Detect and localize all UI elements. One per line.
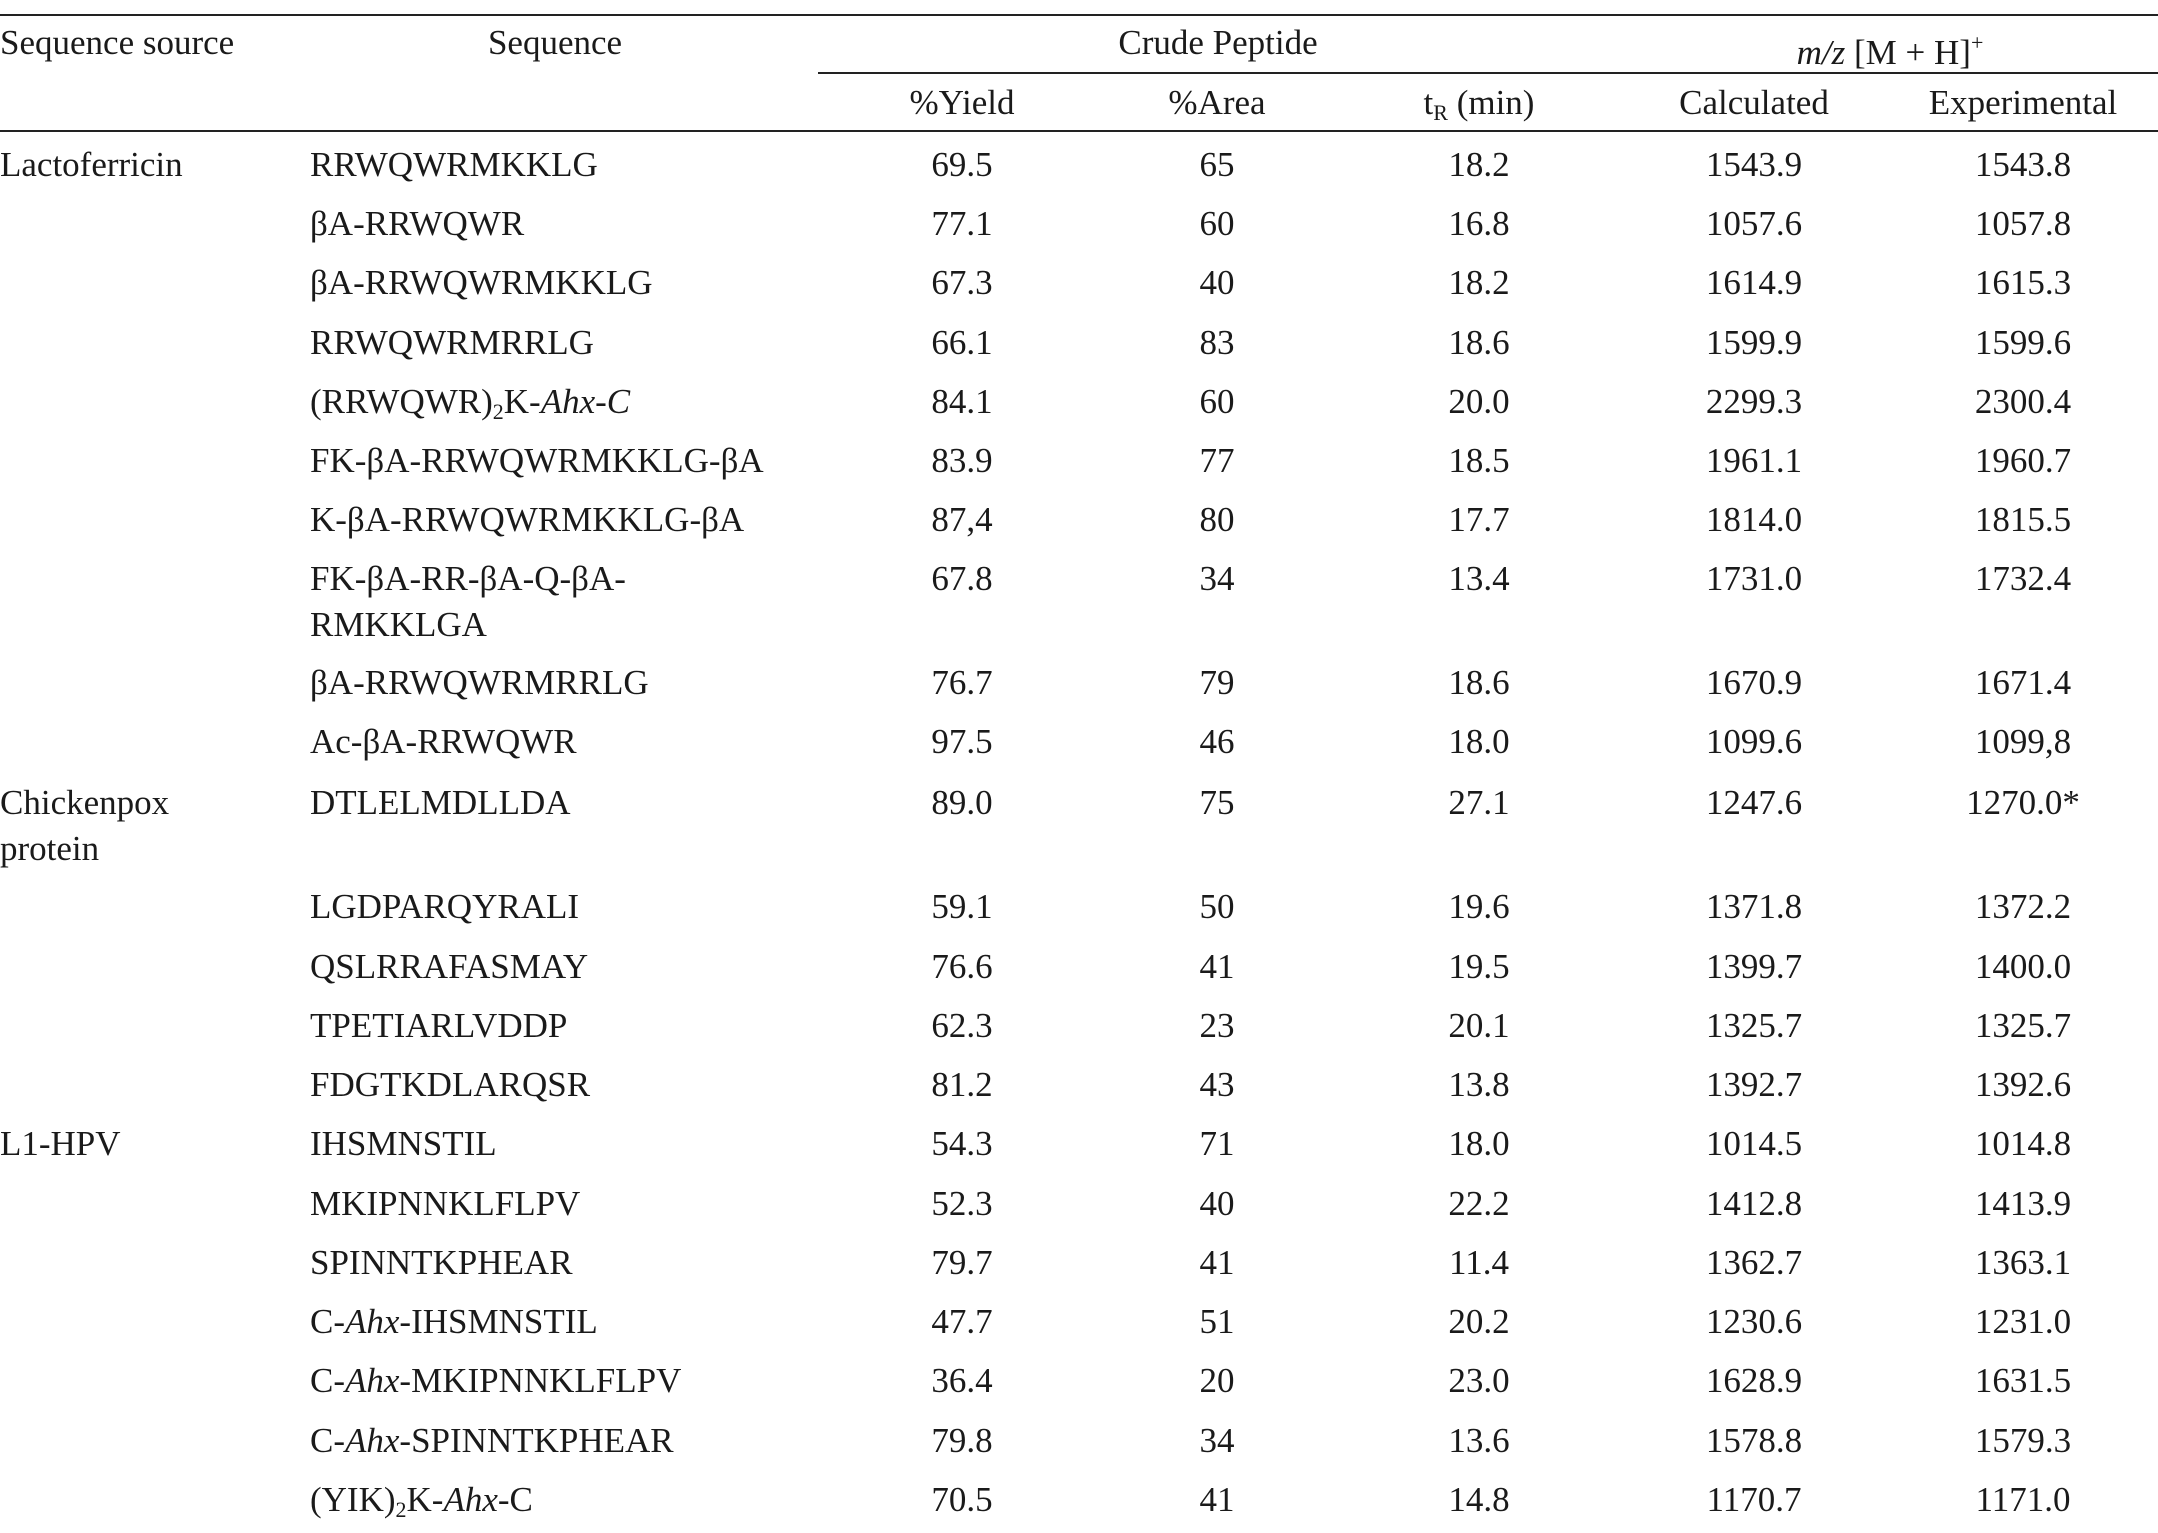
calculated-mass-value: 1247.6 — [1705, 783, 1803, 822]
experimental-mass-value: 1732.4 — [1974, 559, 2072, 598]
calculated-mass-value: 1371.8 — [1705, 887, 1803, 926]
retention-time-value: 18.2 — [1448, 145, 1510, 184]
sequence — [310, 719, 577, 765]
yield-value: 76.6 — [931, 947, 993, 986]
sequence-text: IHSMNSTIL — [310, 1124, 497, 1163]
sequence — [310, 1121, 497, 1167]
retention-time-value: 20.2 — [1448, 1302, 1510, 1341]
sequence — [310, 1003, 567, 1049]
retention-time-value: 23.0 — [1448, 1361, 1510, 1400]
area-value: 20 — [1199, 1361, 1235, 1400]
experimental-mass-value: 1363.1 — [1974, 1243, 2072, 1282]
area-value: 65 — [1199, 145, 1235, 184]
yield-value: 66.1 — [931, 323, 993, 362]
calculated-mass-value: 1230.6 — [1705, 1302, 1803, 1341]
sequence-part: C- — [310, 1421, 345, 1460]
sequence-subscript: 2 — [395, 1497, 407, 1522]
calculated-mass-value: 1731.0 — [1705, 559, 1803, 598]
experimental-mass-value: 1372.2 — [1974, 887, 2072, 926]
yield-value: 79.8 — [931, 1421, 993, 1460]
retention-time-value: 18.2 — [1448, 263, 1510, 302]
area-value: 40 — [1199, 1184, 1235, 1223]
sequence — [310, 379, 630, 435]
retention-time-value: 19.5 — [1448, 947, 1510, 986]
calculated-mass-value: 1614.9 — [1705, 263, 1803, 302]
sequence-text: FK-βA-RRWQWRMKKLG-βA — [310, 441, 764, 480]
tr-unit: (min) — [1447, 83, 1535, 122]
area-value: 41 — [1199, 947, 1235, 986]
sequence-line: RMKKLGA — [310, 605, 487, 644]
sequence-text: βA-RRWQWRMKKLG — [310, 263, 653, 302]
yield-value: 83.9 — [931, 441, 993, 480]
header-sequence-source: Sequence source — [0, 23, 235, 62]
sequence-italic: Ahx — [345, 1361, 400, 1400]
sequence-part: -MKIPNNKLFLPV — [399, 1361, 682, 1400]
sequence-text: RRWQWRMKKLG — [310, 145, 598, 184]
sequence — [310, 142, 598, 188]
yield-value: 52.3 — [931, 1184, 993, 1223]
retention-time-value: 18.6 — [1448, 663, 1510, 702]
sequence — [310, 260, 653, 306]
sequence-part: -C — [497, 1480, 533, 1519]
retention-time-value: 18.6 — [1448, 323, 1510, 362]
sequence-text: TPETIARLVDDP — [310, 1006, 568, 1045]
yield-value: 59.1 — [931, 887, 993, 926]
calculated-mass-value: 1814.0 — [1705, 500, 1803, 539]
area-value: 34 — [1199, 559, 1235, 598]
sequence-part: (YIK) — [310, 1480, 396, 1519]
sequence-part: -SPINNTKPHEAR — [399, 1421, 674, 1460]
retention-time-value: 20.0 — [1448, 382, 1510, 421]
sequence-part: (RRWQWR) — [310, 382, 493, 421]
sequence — [310, 1240, 573, 1286]
yield-value: 77.1 — [931, 204, 993, 243]
experimental-mass-value: 1099,8 — [1974, 722, 2072, 761]
calculated-mass-value: 1599.9 — [1705, 323, 1803, 362]
header-retention-time — [1424, 80, 1535, 136]
sequence-part: C- — [310, 1302, 345, 1341]
area-value: 23 — [1199, 1006, 1235, 1045]
retention-time-value: 18.0 — [1448, 1124, 1510, 1163]
experimental-mass-value: 1014.8 — [1974, 1124, 2072, 1163]
tr-sub: R — [1433, 100, 1448, 125]
retention-time-value: 14.8 — [1448, 1480, 1510, 1519]
sequence-text: K-βA-RRWQWRMKKLG-βA — [310, 500, 745, 539]
sequence-text: DTLELMDLLDA — [310, 783, 571, 822]
area-value: 46 — [1199, 722, 1235, 761]
retention-time-value: 13.8 — [1448, 1065, 1510, 1104]
yield-value: 89.0 — [931, 783, 993, 822]
experimental-mass-value: 1599.6 — [1974, 323, 2072, 362]
area-value: 51 — [1199, 1302, 1235, 1341]
retention-time-value: 13.4 — [1448, 559, 1510, 598]
yield-value: 54.3 — [931, 1124, 993, 1163]
experimental-mass-value: 1615.3 — [1974, 263, 2072, 302]
experimental-mass-value: 1815.5 — [1974, 500, 2072, 539]
sequence-part: -IHSMNSTIL — [399, 1302, 598, 1341]
header-yield: %Yield — [909, 83, 1015, 122]
header-area: %Area — [1168, 83, 1266, 122]
area-value: 40 — [1199, 263, 1235, 302]
experimental-mass-value: 1171.0 — [1975, 1480, 2071, 1519]
experimental-mass-value: 1543.8 — [1974, 145, 2072, 184]
retention-time-value: 18.0 — [1448, 722, 1510, 761]
calculated-mass-value: 1543.9 — [1705, 145, 1803, 184]
sequence-text: βA-RRWQWRMRRLG — [310, 663, 649, 702]
sequence — [310, 1062, 590, 1108]
sequence-part: C- — [310, 1361, 345, 1400]
experimental-mass-value: 1325.7 — [1974, 1006, 2072, 1045]
sequence — [310, 1358, 681, 1404]
calculated-mass-value: 1392.7 — [1705, 1065, 1803, 1104]
yield-value: 81.2 — [931, 1065, 993, 1104]
experimental-mass-value: 1231.0 — [1974, 1302, 2072, 1341]
retention-time-value: 20.1 — [1448, 1006, 1510, 1045]
area-value: 80 — [1199, 500, 1235, 539]
sequence-italic: Ahx — [345, 1421, 400, 1460]
sequence-source — [0, 1121, 121, 1167]
area-value: 43 — [1199, 1065, 1235, 1104]
sequence-subscript: 2 — [492, 399, 504, 424]
area-value: 34 — [1199, 1421, 1235, 1460]
area-value: 60 — [1199, 204, 1235, 243]
retention-time-value: 22.2 — [1448, 1184, 1510, 1223]
header-sequence: Sequence — [487, 23, 623, 62]
calculated-mass-value: 1670.9 — [1705, 663, 1803, 702]
sequence-text: RRWQWRMRRLG — [310, 323, 594, 362]
header-mz — [1797, 20, 1984, 76]
experimental-mass-value: 1579.3 — [1974, 1421, 2072, 1460]
calculated-mass-value: 1628.9 — [1705, 1361, 1803, 1400]
sequence-text: QSLRRAFASMAY — [310, 947, 589, 986]
sequence-text: SPINNTKPHEAR — [310, 1243, 573, 1282]
yield-value: 69.5 — [931, 145, 993, 184]
source-line: protein — [0, 829, 100, 868]
tr-base: t — [1423, 83, 1434, 122]
sequence — [310, 556, 626, 648]
sequence — [310, 320, 594, 366]
calculated-mass-value: 1325.7 — [1705, 1006, 1803, 1045]
yield-value: 47.7 — [931, 1302, 993, 1341]
source-line: Chickenpox — [0, 783, 170, 822]
experimental-mass-value: 1392.6 — [1974, 1065, 2072, 1104]
retention-time-value: 19.6 — [1448, 887, 1510, 926]
sequence-source — [0, 780, 169, 872]
retention-time-value: 27.1 — [1448, 783, 1510, 822]
calculated-mass-value: 1412.8 — [1705, 1184, 1803, 1223]
calculated-mass-value: 1099.6 — [1705, 722, 1803, 761]
source-text: L1-HPV — [0, 1124, 121, 1163]
source-text: Lactoferricin — [0, 145, 183, 184]
area-value: 77 — [1199, 441, 1235, 480]
sequence-part: K- — [406, 1480, 444, 1519]
calculated-mass-value: 2299.3 — [1705, 382, 1803, 421]
sequence — [310, 1299, 598, 1345]
sequence — [310, 1181, 580, 1227]
sequence-text: LGDPARQYRALI — [310, 887, 580, 926]
sequence — [310, 1418, 674, 1464]
area-value: 75 — [1199, 783, 1235, 822]
sequence — [310, 944, 588, 990]
sequence — [310, 884, 579, 930]
header-calculated: Calculated — [1679, 83, 1829, 122]
yield-value: 84.1 — [931, 382, 993, 421]
calculated-mass-value: 1399.7 — [1705, 947, 1803, 986]
sequence-text: MKIPNNKLFLPV — [310, 1184, 581, 1223]
sequence — [310, 780, 571, 826]
mz-label: m/z — [1796, 33, 1846, 72]
table-top-rule — [0, 14, 2158, 16]
sequence — [310, 660, 649, 706]
sequence-italic: Ahx — [443, 1480, 498, 1519]
area-value: 50 — [1199, 887, 1235, 926]
retention-time-value: 13.6 — [1448, 1421, 1510, 1460]
header-bottom-rule — [0, 130, 2158, 132]
experimental-mass-value: 1270.0* — [1966, 783, 2080, 822]
yield-value: 67.3 — [931, 263, 993, 302]
sequence-italic: Ahx — [345, 1302, 400, 1341]
experimental-mass-value: 1631.5 — [1974, 1361, 2072, 1400]
calculated-mass-value: 1578.8 — [1705, 1421, 1803, 1460]
area-value: 71 — [1199, 1124, 1235, 1163]
sequence — [310, 497, 744, 543]
sequence — [310, 201, 524, 247]
area-value: 41 — [1199, 1243, 1235, 1282]
sequence-source — [0, 142, 183, 188]
sequence-italic: Ahx-C — [540, 382, 631, 421]
mz-ion: [M + H] — [1854, 33, 1971, 72]
mz-charge: + — [1970, 30, 1984, 55]
sequence-part: K- — [503, 382, 541, 421]
area-value: 79 — [1199, 663, 1235, 702]
area-value: 41 — [1199, 1480, 1235, 1519]
experimental-mass-value: 1671.4 — [1974, 663, 2072, 702]
experimental-mass-value: 1400.0 — [1974, 947, 2072, 986]
yield-value: 76.7 — [931, 663, 993, 702]
yield-value: 97.5 — [931, 722, 993, 761]
retention-time-value: 17.7 — [1448, 500, 1510, 539]
sequence — [310, 438, 764, 484]
retention-time-value: 11.4 — [1449, 1243, 1509, 1282]
calculated-mass-value: 1961.1 — [1705, 441, 1803, 480]
area-value: 83 — [1199, 323, 1235, 362]
yield-value: 87,4 — [931, 500, 993, 539]
experimental-mass-value: 1960.7 — [1974, 441, 2072, 480]
sequence-text: FDGTKDLARQSR — [310, 1065, 591, 1104]
sequence-text: βA-RRWQWR — [310, 204, 525, 243]
header-experimental: Experimental — [1928, 83, 2118, 122]
yield-value: 67.8 — [931, 559, 993, 598]
sequence-line: FK-βA-RR-βA-Q-βA- — [310, 559, 626, 598]
calculated-mass-value: 1170.7 — [1706, 1480, 1802, 1519]
retention-time-value: 18.5 — [1448, 441, 1510, 480]
calculated-mass-value: 1057.6 — [1705, 204, 1803, 243]
area-value: 60 — [1199, 382, 1235, 421]
experimental-mass-value: 1413.9 — [1974, 1184, 2072, 1223]
sequence-text: Ac-βA-RRWQWR — [310, 722, 577, 761]
yield-value: 36.4 — [931, 1361, 993, 1400]
retention-time-value: 16.8 — [1448, 204, 1510, 243]
calculated-mass-value: 1362.7 — [1705, 1243, 1803, 1282]
yield-value: 70.5 — [931, 1480, 993, 1519]
yield-value: 62.3 — [931, 1006, 993, 1045]
yield-value: 79.7 — [931, 1243, 993, 1282]
calculated-mass-value: 1014.5 — [1705, 1124, 1803, 1163]
header-crude-peptide: Crude Peptide — [1118, 23, 1318, 62]
experimental-mass-value: 1057.8 — [1974, 204, 2072, 243]
experimental-mass-value: 2300.4 — [1974, 382, 2072, 421]
